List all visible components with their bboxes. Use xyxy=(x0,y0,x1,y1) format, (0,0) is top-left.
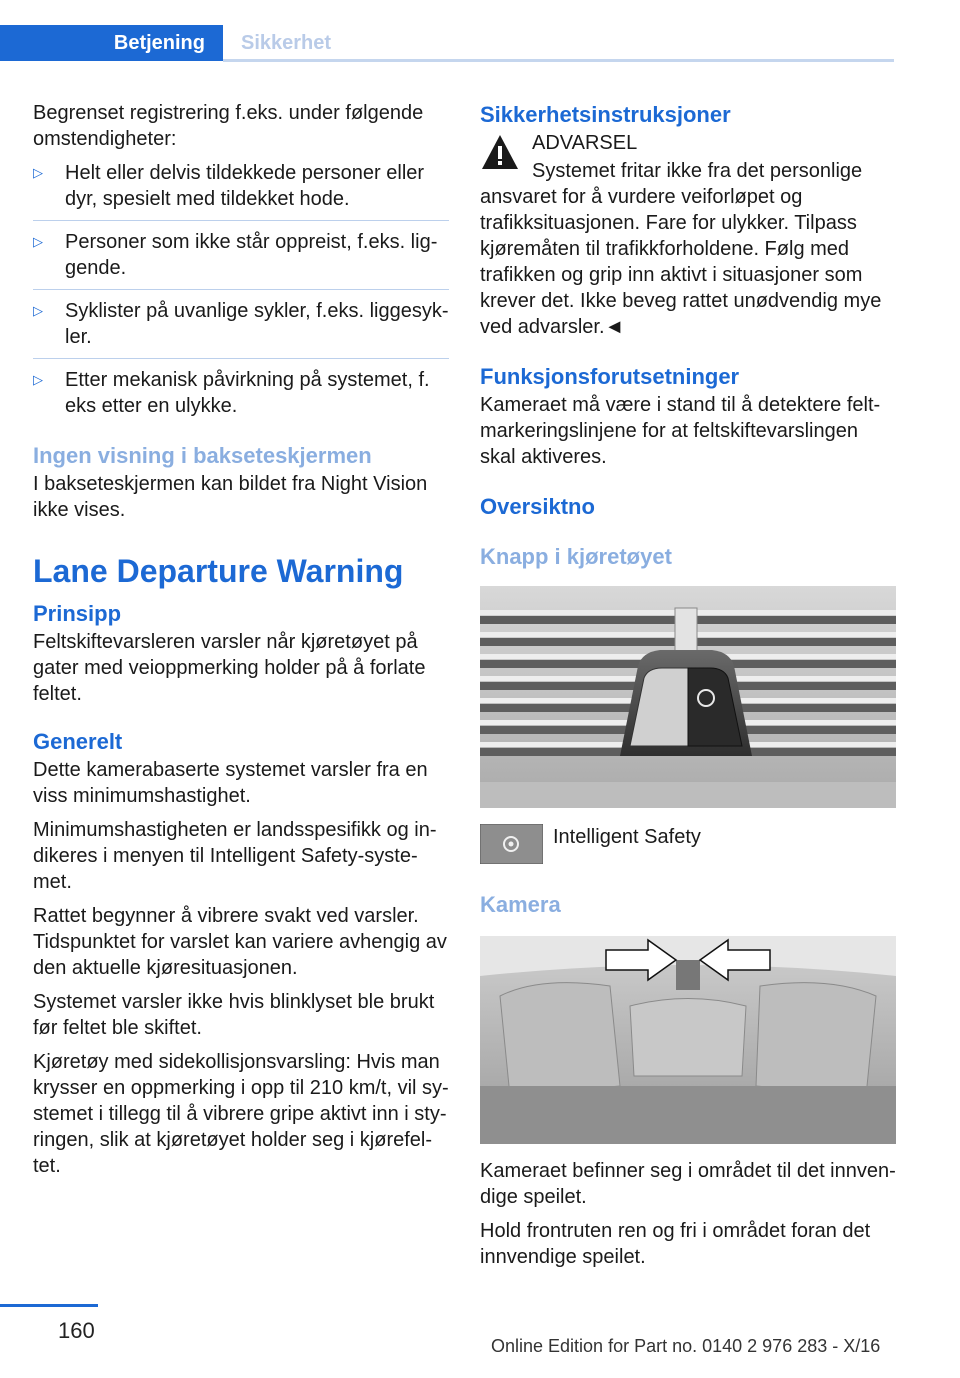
general-paragraph: Systemet varsler ikke hvis blinklyset ble brukt før feltet ble skiftet. xyxy=(33,991,435,1039)
camera-photo-illustration xyxy=(480,936,896,1144)
button-photo xyxy=(480,586,896,808)
bullet-marker-icon: ▷ xyxy=(33,372,43,387)
button-photo-illustration xyxy=(480,586,896,808)
prereq-heading: Funksjonsforutsetninger xyxy=(480,364,740,389)
intro-text: Begrenset registrering f.eks. under følgende omstendigheter: xyxy=(33,102,424,150)
safety-heading: Sikkerhetsinstruksjoner xyxy=(480,102,731,127)
button-heading: Knapp i kjøretøyet xyxy=(480,544,672,569)
principle-heading: Prinsipp xyxy=(33,601,122,626)
left-column xyxy=(33,100,449,1187)
intelligent-safety-button-icon xyxy=(480,824,543,864)
warning-text: Systemet fritar ikke fra det personlige ansvaret for å vurdere veiforløpet og trafikksituasjonen. Fare for ulykker. Tilpass kjøremåten til trafikkforholdene. Følg med trafikken og grip inn aktivt i situasjoner som krever det. Ikke beveg rattet unødvendig mye ved advarsler.◄ xyxy=(480,160,882,338)
camera-paragraph: Hold frontruten ren og fri i området foran det innvendige speilet. xyxy=(480,1220,871,1268)
list-item xyxy=(33,367,449,419)
overview-heading: Oversiktno xyxy=(480,494,595,519)
no-display-text: I bakseteskjermen kan bildet fra Night Vision ikke vises. xyxy=(33,473,428,521)
page-number: 160 xyxy=(58,1318,95,1343)
list-divider xyxy=(33,358,449,359)
general-paragraph: Dette kamerabaserte systemet varsler fra en viss minimumshastighet. xyxy=(33,759,428,807)
footer-rule xyxy=(0,1304,98,1307)
general-paragraph: Minimumshastigheten er landsspesifikk og indikeres i menyen til Intelligent Safety-systemet. xyxy=(33,819,437,893)
edition-text: Online Edition for Part no. 0140 2 976 283 - X/16 xyxy=(491,1336,881,1356)
list-item xyxy=(33,160,449,212)
tab-underline xyxy=(223,59,894,62)
tab-betjening[interactable]: Betjening xyxy=(0,25,223,61)
camera-heading: Kamera xyxy=(480,892,561,917)
prereq-text: Kameraet må være i stand til å detektere feltmarkeringslinjene for at feltskiftevarslingen skal aktiveres. xyxy=(480,394,881,468)
warning-label: ADVARSEL xyxy=(532,132,638,154)
list-item-text: Syklister på uvanlige sykler, f.eks. liggesykler. xyxy=(65,300,449,348)
right-column xyxy=(480,100,896,1278)
principle-text: Feltskiftevarsleren varsler når kjøretøyet på gater med veioppmerking holder på å forlate feltet. xyxy=(33,631,426,705)
camera-paragraph: Kameraet befinner seg i området til det innvendige speilet. xyxy=(480,1160,896,1208)
bullet-marker-icon: ▷ xyxy=(33,234,43,249)
list-divider xyxy=(33,220,449,221)
general-paragraph: Rattet begynner å vibrere svakt ved varsler. Tidspunktet for varslet kan variere avhengig av den aktuelle kjøresituasjonen. xyxy=(33,905,447,979)
list-item-text: Etter mekanisk påvirkning på systemet, f. eks etter en ulykke. xyxy=(65,369,430,417)
list-item-text: Personer som ikke står oppreist, f.eks. liggende. xyxy=(65,231,438,279)
general-heading: Generelt xyxy=(33,729,123,754)
bullet-marker-icon: ▷ xyxy=(33,303,43,318)
section-title: Lane Departure Warning xyxy=(33,553,404,589)
icon-legend xyxy=(480,824,896,864)
list-item xyxy=(33,298,449,350)
tab-sikkerhet[interactable]: Sikkerhet xyxy=(241,31,332,54)
no-display-heading: Ingen visning i bakseteskjermen xyxy=(33,443,372,468)
list-item-text: Helt eller delvis tildekkede personer eller dyr, spesielt med tildekket hode. xyxy=(65,162,425,210)
camera-photo xyxy=(480,936,896,1144)
list-divider xyxy=(33,289,449,290)
icon-caption: Intelligent Safety xyxy=(553,826,701,848)
bullet-marker-icon: ▷ xyxy=(33,165,43,180)
list-item xyxy=(33,229,449,281)
general-paragraph: Kjøretøy med sidekollisjonsvarsling: Hvis man krysser en oppmerking i opp til 210 km/t, vil systemet i tillegg til å vibrere gripe aktivt inn i styringen, slik at kjøretøyet holder seg i kjørefeltet. xyxy=(33,1051,449,1177)
warning-triangle-icon xyxy=(480,132,520,172)
chapter-tabs xyxy=(0,25,894,61)
